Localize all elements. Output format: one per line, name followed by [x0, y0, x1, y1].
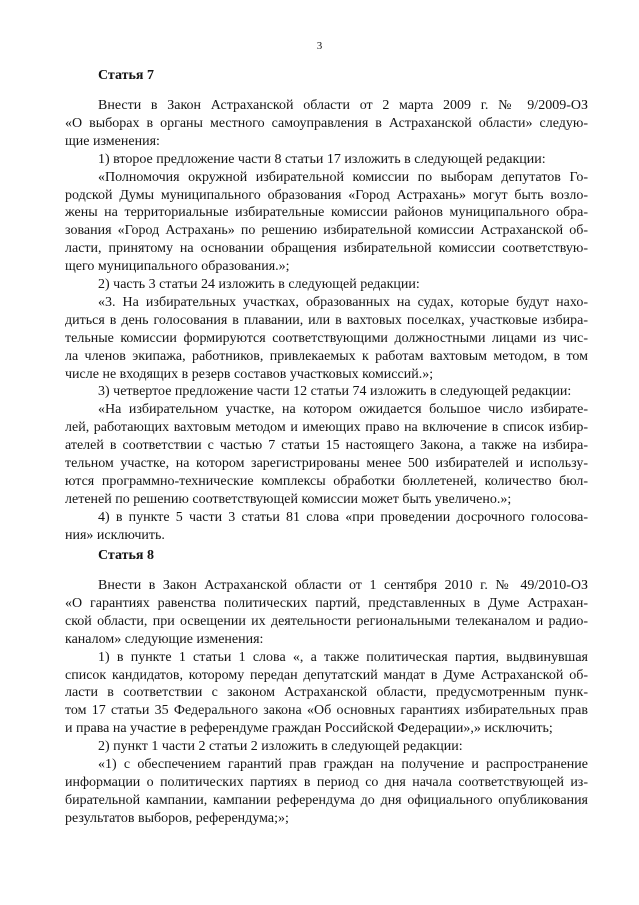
article-7-heading: Статья 7 — [98, 68, 154, 83]
text-line: каналом» следующие изменения: — [65, 631, 264, 647]
text-line: «О выборах в органы местного самоуправления в Астраханской области» следую- — [65, 115, 588, 131]
article-8-heading: Статья 8 — [98, 548, 154, 563]
text-line: ласти в соответствии с законом Астраханской области, предусмотренным пунк- — [65, 685, 588, 701]
text-line: «Полномочия окружной избирательной комиссии по выборам депутатов Го- — [98, 169, 588, 185]
text-line: «На избирательном участке, на котором ожидается большое число избирате- — [98, 402, 588, 418]
text-line: щего муниципального образования.»; — [65, 259, 290, 275]
text-line: ются программно-технические комплексы обработки бюллетеней, количество бюл- — [65, 473, 588, 489]
text-line: информации о политических партиях в период со дня начала соответствующей из- — [65, 774, 588, 790]
text-line: ния» исключить. — [65, 527, 165, 543]
text-line: результатов выборов, референдума;»; — [65, 810, 289, 826]
text-line: ской области, при освещении их деятельности региональными телеканалом и радио- — [65, 613, 588, 629]
text-line: и права на участие в референдуме граждан Российской Федерации»,» исключить; — [65, 721, 553, 737]
text-line: список кандидатов, которому передан депутатский мандат в Думе Астраханской об- — [65, 667, 588, 683]
text-line: ателей в соответствии с частью 7 статьи 15 настоящего Закона, а также на избира- — [65, 438, 588, 454]
text-line: жены на территориальные избирательные комиссии районов муниципального обра- — [65, 205, 588, 221]
text-line: том 17 статьи 35 Федерального закона «Об основных гарантиях избирательных прав — [65, 703, 588, 719]
text-line: диться в день голосования в плавании, или в вахтовых поселках, участковые избира- — [65, 312, 588, 328]
text-line: 2) пункт 1 части 2 статьи 2 изложить в следующей редакции: — [98, 739, 463, 755]
text-line: «3. На избирательных участках, образованных на судах, которые будут нахо- — [98, 294, 588, 310]
text-line: 2) часть 3 статьи 24 изложить в следующей редакции: — [98, 277, 420, 292]
text-line: 1) второе предложение части 8 статьи 17 изложить в следующей редакции: — [98, 151, 546, 167]
text-line: бирательной кампании, кампании референдума до дня официального опубликования — [65, 792, 588, 808]
text-line: родской Думы муниципального образования «Город Астрахань» могут быть возло- — [65, 187, 588, 203]
text-line: 4) в пункте 5 части 3 статьи 81 слова «при проведении досрочного голосова- — [98, 509, 588, 525]
text-line: тельные комиссии формируются соответствующими должностными лицами из чис- — [65, 330, 588, 346]
text-line: щие изменения: — [65, 133, 160, 149]
text-line: 3) четвертое предложение части 12 статьи 74 изложить в следующей редакции: — [98, 384, 572, 400]
text-line: числе не входящих в резерв составов участковых комиссий.»; — [65, 366, 434, 382]
text-line: «О гарантиях равенства политических партий, представленных в Думе Астрахан- — [65, 595, 588, 611]
text-line: ла членов экипажа, работников, привлекаемых к работам вахтовым методом, в том — [65, 348, 588, 364]
text-line: «1) с обеспечением гарантий прав граждан на получение и распространение — [98, 757, 588, 772]
text-line: лей, работающих вахтовым методом и имеющих право на включение в список избир- — [65, 420, 588, 436]
text-line: Внести в Закон Астраханской области от 1 сентября 2010 г. № 49/2010-ОЗ — [98, 578, 588, 593]
page-number: 3 — [316, 40, 323, 52]
text-line: летеней по решению соответствующей комиссии может быть увеличено.»; — [65, 491, 512, 507]
text-line: зования «Город Астрахань» по решению избирательной комиссии Астраханской об- — [65, 223, 588, 239]
text-line: ласти, принятому на основании обращения избирательной комиссии соответствую- — [65, 241, 588, 257]
text-line: 1) в пункте 1 статьи 1 слова «, а также политическая партия, выдвинувшая — [98, 649, 588, 665]
text-line: тельном участке, на котором зарегистрированы менее 500 избирателей и использу- — [65, 456, 588, 471]
text-line: Внести в Закон Астраханской области от 2 марта 2009 г. № 9/2009-ОЗ — [98, 98, 588, 113]
